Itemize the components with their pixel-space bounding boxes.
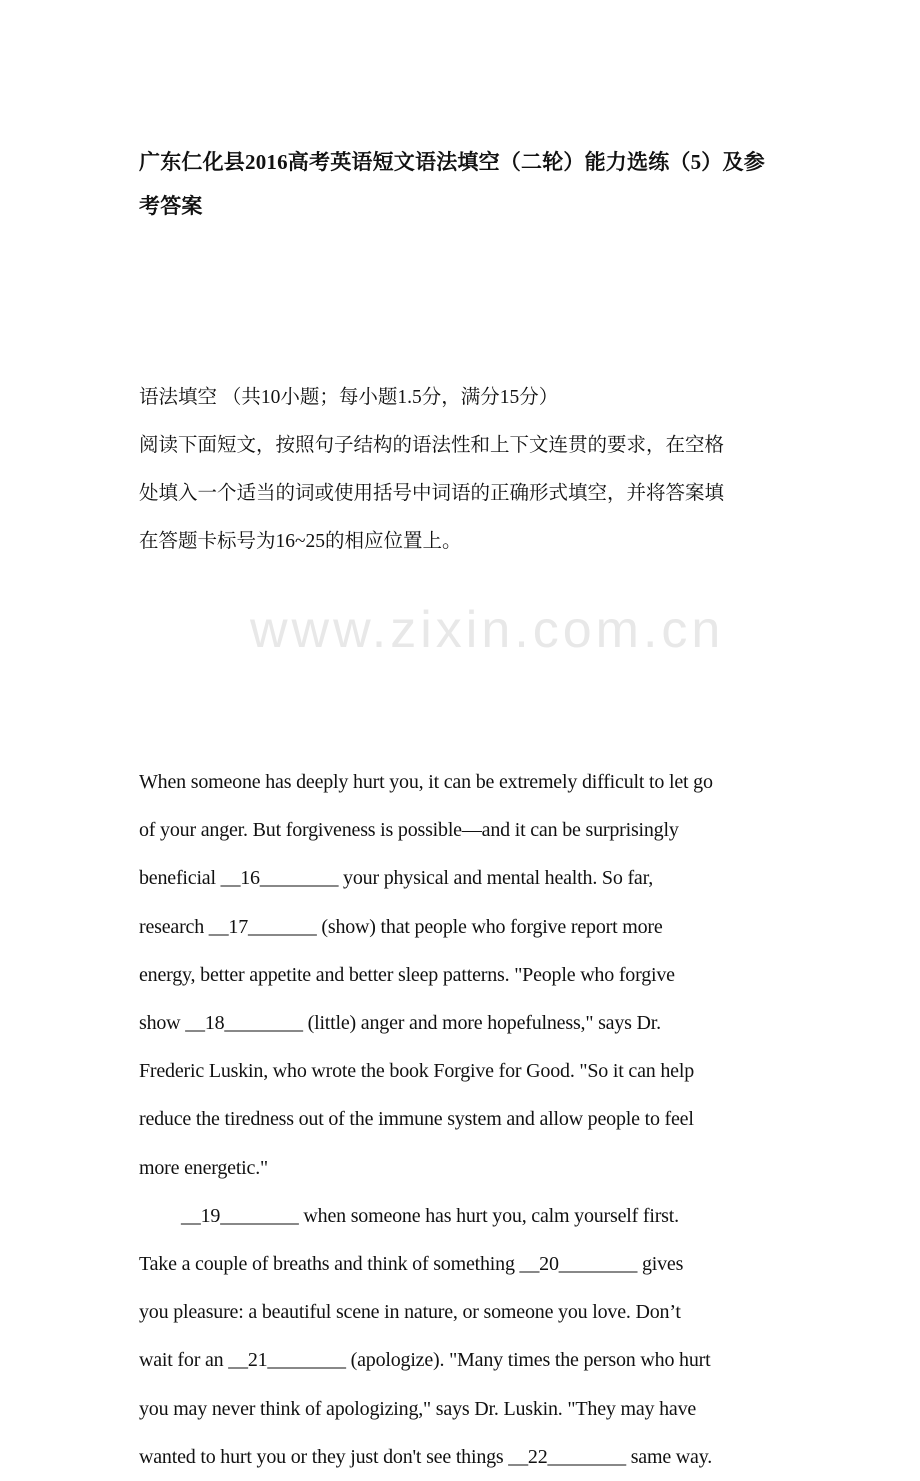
passage-line: reduce the tiredness out of the immune system and allow people to feel [139,1108,694,1131]
passage-line: beneficial __16________ your physical and mental health. So far, [139,867,654,890]
passage-line: show __18________ (little) anger and more hopefulness," says Dr. [139,1012,661,1035]
instructions-line: 在答题卡标号为16~25的相应位置上。 [139,531,462,552]
passage-line: you may never think of apologizing," says Dr. Luskin. "They may have [139,1397,697,1420]
document-title [139,140,789,228]
passage-line: wanted to hurt you or they just don't see things __22________ same way. [139,1445,713,1468]
passage-line: research __17_______ (show) that people who forgive report more [139,915,663,938]
passage-line: energy, better appetite and better sleep patterns. "People who forgive [139,963,675,986]
passage-line: When someone has deeply hurt you, it can be extremely difficult to let go [139,771,713,793]
title-line-2: 考答案 [139,194,203,218]
instructions-block [139,374,789,566]
instructions-line: 处填入一个适当的词或使用括号中词语的正确形式填空，并将答案填 [139,483,725,504]
passage-line-indented: __19________ when someone has hurt you, calm yourself first. [181,1204,679,1227]
instructions-heading: 语法填空 （共10小题；每小题1.5分，满分15分） [139,387,559,408]
title-line-1: 广东仁化县2016高考英语短文语法填空（二轮）能力选练（5）及参 [139,150,765,174]
instructions-line: 阅读下面短文，按照句子结构的语法性和上下文连贯的要求，在空格 [139,435,725,456]
passage-line: Take a couple of breaths and think of something __20________ gives [139,1253,684,1276]
passage-line: of your anger. But forgiveness is possible—and it can be surprisingly [139,819,679,842]
watermark: www.zixin.com.cn [250,601,725,659]
passage-line: more energetic." [139,1156,268,1179]
passage-block [139,758,789,1481]
passage-line: you pleasure: a beautiful scene in nature, or someone you love. Don’t [139,1301,681,1324]
passage-line: wait for an __21________ (apologize). "Many times the person who hurt [139,1349,711,1372]
passage-line: Frederic Luskin, who wrote the book Forgive for Good. "So it can help [139,1060,695,1083]
